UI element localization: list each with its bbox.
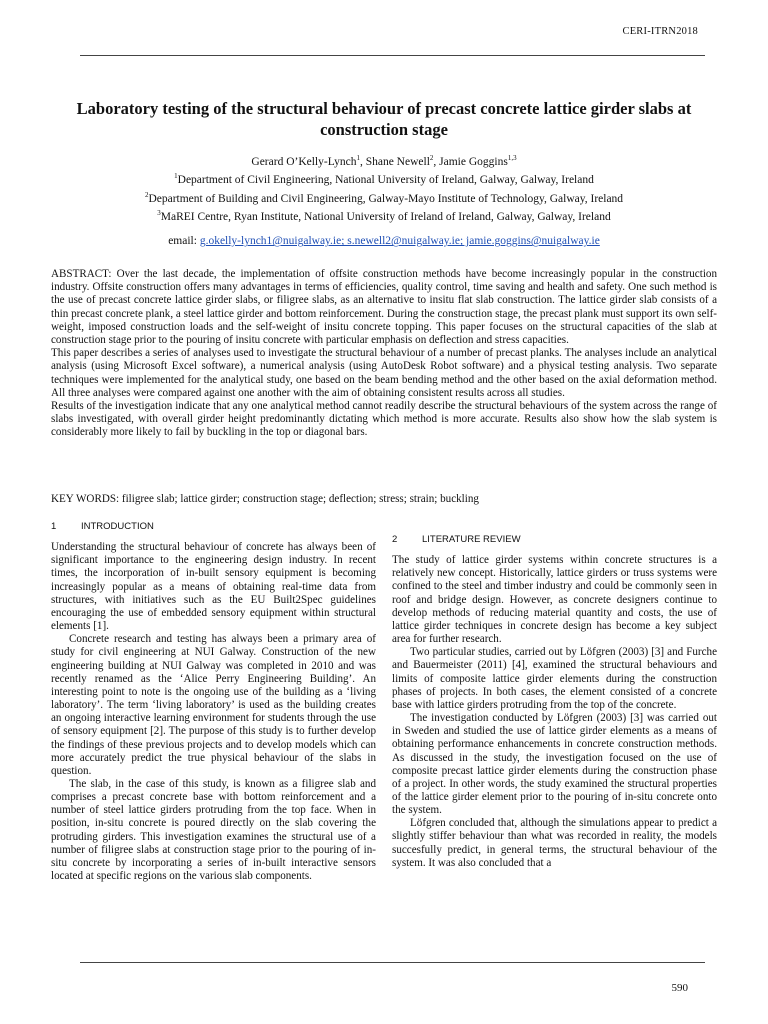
author-separator: , bbox=[359, 155, 366, 168]
author-name: Gerard O’Kelly-Lynch bbox=[251, 155, 357, 168]
affiliation-sup: 3 bbox=[157, 208, 161, 217]
email-line bbox=[60, 234, 708, 249]
affiliation-line bbox=[60, 169, 708, 187]
affiliation-text: Department of Civil Engineering, National University of Ireland, Galway, Galway, Ireland bbox=[177, 174, 594, 187]
affiliation-text: Department of Building and Civil Engineering, Galway-Mayo Institute of Technology, Galway, Ireland bbox=[148, 192, 624, 205]
page-number: 590 bbox=[671, 982, 688, 994]
keywords: KEY WORDS: filigree slab; lattice girder; construction stage; deflection; stress; strain; buckling bbox=[51, 493, 479, 505]
abstract-paragraph: Results of the investigation indicate that any one analytical method cannot readily describe the structural behaviours of the system across the range of slabs investigated, with overall girder height predominantly dictating which method is more accurate. Results also show how the slab system is considerably more likely to fail by buckling in the top or diagonal bars. bbox=[51, 400, 717, 439]
footer-rule bbox=[80, 962, 705, 963]
body-paragraph: The slab, in the case of this study, is known as a filigree slab and comprises a precast concrete base with bottom reinforcement and a number of steel lattice girders protruding from the top face. When in position, in-situ concrete is poured directly on the slab covering the protruding girders. This investigation examines the structural use of a number of filigree slabs at construction stage prior to the pouring of in-situ concrete by incorporating a series of in-built interactive sensors located at specific regions on the various slab components. bbox=[51, 777, 376, 883]
paper-title: Laboratory testing of the structural behaviour of precast concrete lattice girder slabs at construction stage bbox=[76, 99, 692, 139]
affiliation-text: MaREI Centre, Ryan Institute, National University of Ireland of Ireland, Galway, Galway, Ireland bbox=[160, 210, 611, 223]
body-paragraph: Löfgren concluded that, although the simulations appear to predict a slightly stiffer behaviour than what was recorded in reality, the models succesfully predict, in general terms, the structural behaviour of the system. It was also concluded that a bbox=[392, 817, 717, 869]
section-heading-literature-review bbox=[392, 533, 717, 546]
section-title: LITERATURE REVIEW bbox=[422, 534, 521, 545]
section-number: 1 bbox=[51, 521, 57, 532]
email-label: email: bbox=[168, 235, 200, 248]
right-column bbox=[392, 533, 717, 870]
abstract bbox=[51, 268, 717, 440]
author-separator: , bbox=[433, 155, 440, 168]
author-block bbox=[60, 151, 708, 249]
author-list bbox=[60, 151, 708, 169]
affiliation-sup: 1 bbox=[174, 172, 178, 181]
body-paragraph: The investigation conducted by Löfgren (2003) [3] was carried out in Sweden and studied the use of lattice girder elements as a means of obtaining performance enhancements in concrete construction methods. As discussed in the study, the investigation focused on the use of composite precast lattice girder elements during the construction phase of a project. In other words, the study examined the structural properties of the lattice girder element prior to the pouring of in-situ concrete onto the system. bbox=[392, 712, 717, 817]
email-links[interactable]: g.okelly-lynch1@nuigalway.ie; s.newell2@nuigalway.ie; jamie.goggins@nuigalway.ie bbox=[199, 235, 600, 248]
left-column bbox=[51, 520, 376, 883]
affiliations bbox=[60, 169, 708, 224]
author-name: Shane Newell bbox=[365, 155, 430, 168]
author-sup: 1,3 bbox=[507, 154, 517, 162]
section-heading-introduction bbox=[51, 520, 376, 533]
author-name: Jamie Goggins bbox=[439, 155, 508, 168]
author-sup: 1 bbox=[356, 154, 360, 162]
affiliation-line bbox=[60, 188, 708, 206]
abstract-paragraph: This paper describes a series of analyses used to investigate the structural behaviour of a number of precast planks. The analyses include an analytical analysis (using Microsoft Excel software), a numerical analysis (using AutoDesk Robot software) and a physical testing analysis. Two separate techniques were implemented for the analytical study, one based on the beam bending method and the other based on the axial deformation method. All three analyses were compared against one another with the aim of obtaining consistent results across all studies. bbox=[51, 347, 717, 399]
author-sup: 2 bbox=[429, 154, 434, 162]
affiliation-sup: 2 bbox=[144, 190, 149, 199]
conference-header: CERI-ITRN2018 bbox=[622, 26, 698, 37]
body-paragraph: Understanding the structural behaviour of concrete has always been of significant importance to the engineering design industry. In recent times, the incorporation of in-built sensory equipment is becoming increasingly popular as a means of obtaining real-time data from structures, with initiatives such as the EU Built2Spec guidelines encouraging the use of embedded sensory equipment within structural elements [1]. bbox=[51, 541, 376, 633]
body-paragraph: Two particular studies, carried out by Löfgren (2003) [3] and Furche and Bauermeister (2011) [4], examined the structural behaviours and limits of composite lattice girder elements during the construction phases of projects. In both cases, the element consisted of a concrete base with lattice girders protruding from the top of the concrete. bbox=[392, 646, 717, 711]
affiliation-line bbox=[60, 206, 708, 224]
section-number: 2 bbox=[392, 534, 398, 545]
header-rule bbox=[80, 55, 705, 56]
body-paragraph: Concrete research and testing has always been a primary area of study for civil engineering at NUI Galway. Construction of the new engineering building at NUI Galway was completed in 2010 and was recently renamed as the ‘Alice Perry Engineering Building’. An interesting point to note is the ongoing use of the building as a ‘living laboratory’. The term ‘living laboratory’ is used as the building creates an ongoing interactive learning environment for students through the use of sensory equipment [2]. The purpose of this study is to further develop the findings of these previous projects and to develop models which can more accurately predict the true physical behaviour of the slabs in question. bbox=[51, 633, 376, 777]
body-paragraph: The study of lattice girder systems within concrete structures is a relatively new concept. Historically, lattice girders or truss systems were confined to the steel and timber industry and could be commonly seen in roof and bridge design. However, as concrete designers continue to develop methods of reducing material quantity and costs, the use of lattice girder techniques in concrete design has become a key subject area for further research. bbox=[392, 554, 717, 646]
abstract-paragraph: ABSTRACT: Over the last decade, the implementation of offsite construction methods have become increasingly popular in the construction industry. Offsite construction offers many advantages in terms of efficiencies, quality control, time saving and health and safety. One such method is the use of precast concrete lattice girder slabs, or filigree slabs, as an alternative to insitu flat slab construction. The lattice girder slab consists of a thin precast concrete plank, a steel lattice girder and bottom reinforcement. During the construction stage, the precast plank must support its own self-weight, imposed construction loads and the self-weight of insitu concrete topping. This paper focuses on the structural capacities of the slab at construction stage prior to the pouring of insitu concrete with particular emphasis on deflection and stress capacities. bbox=[51, 268, 717, 347]
section-title: INTRODUCTION bbox=[81, 521, 154, 532]
